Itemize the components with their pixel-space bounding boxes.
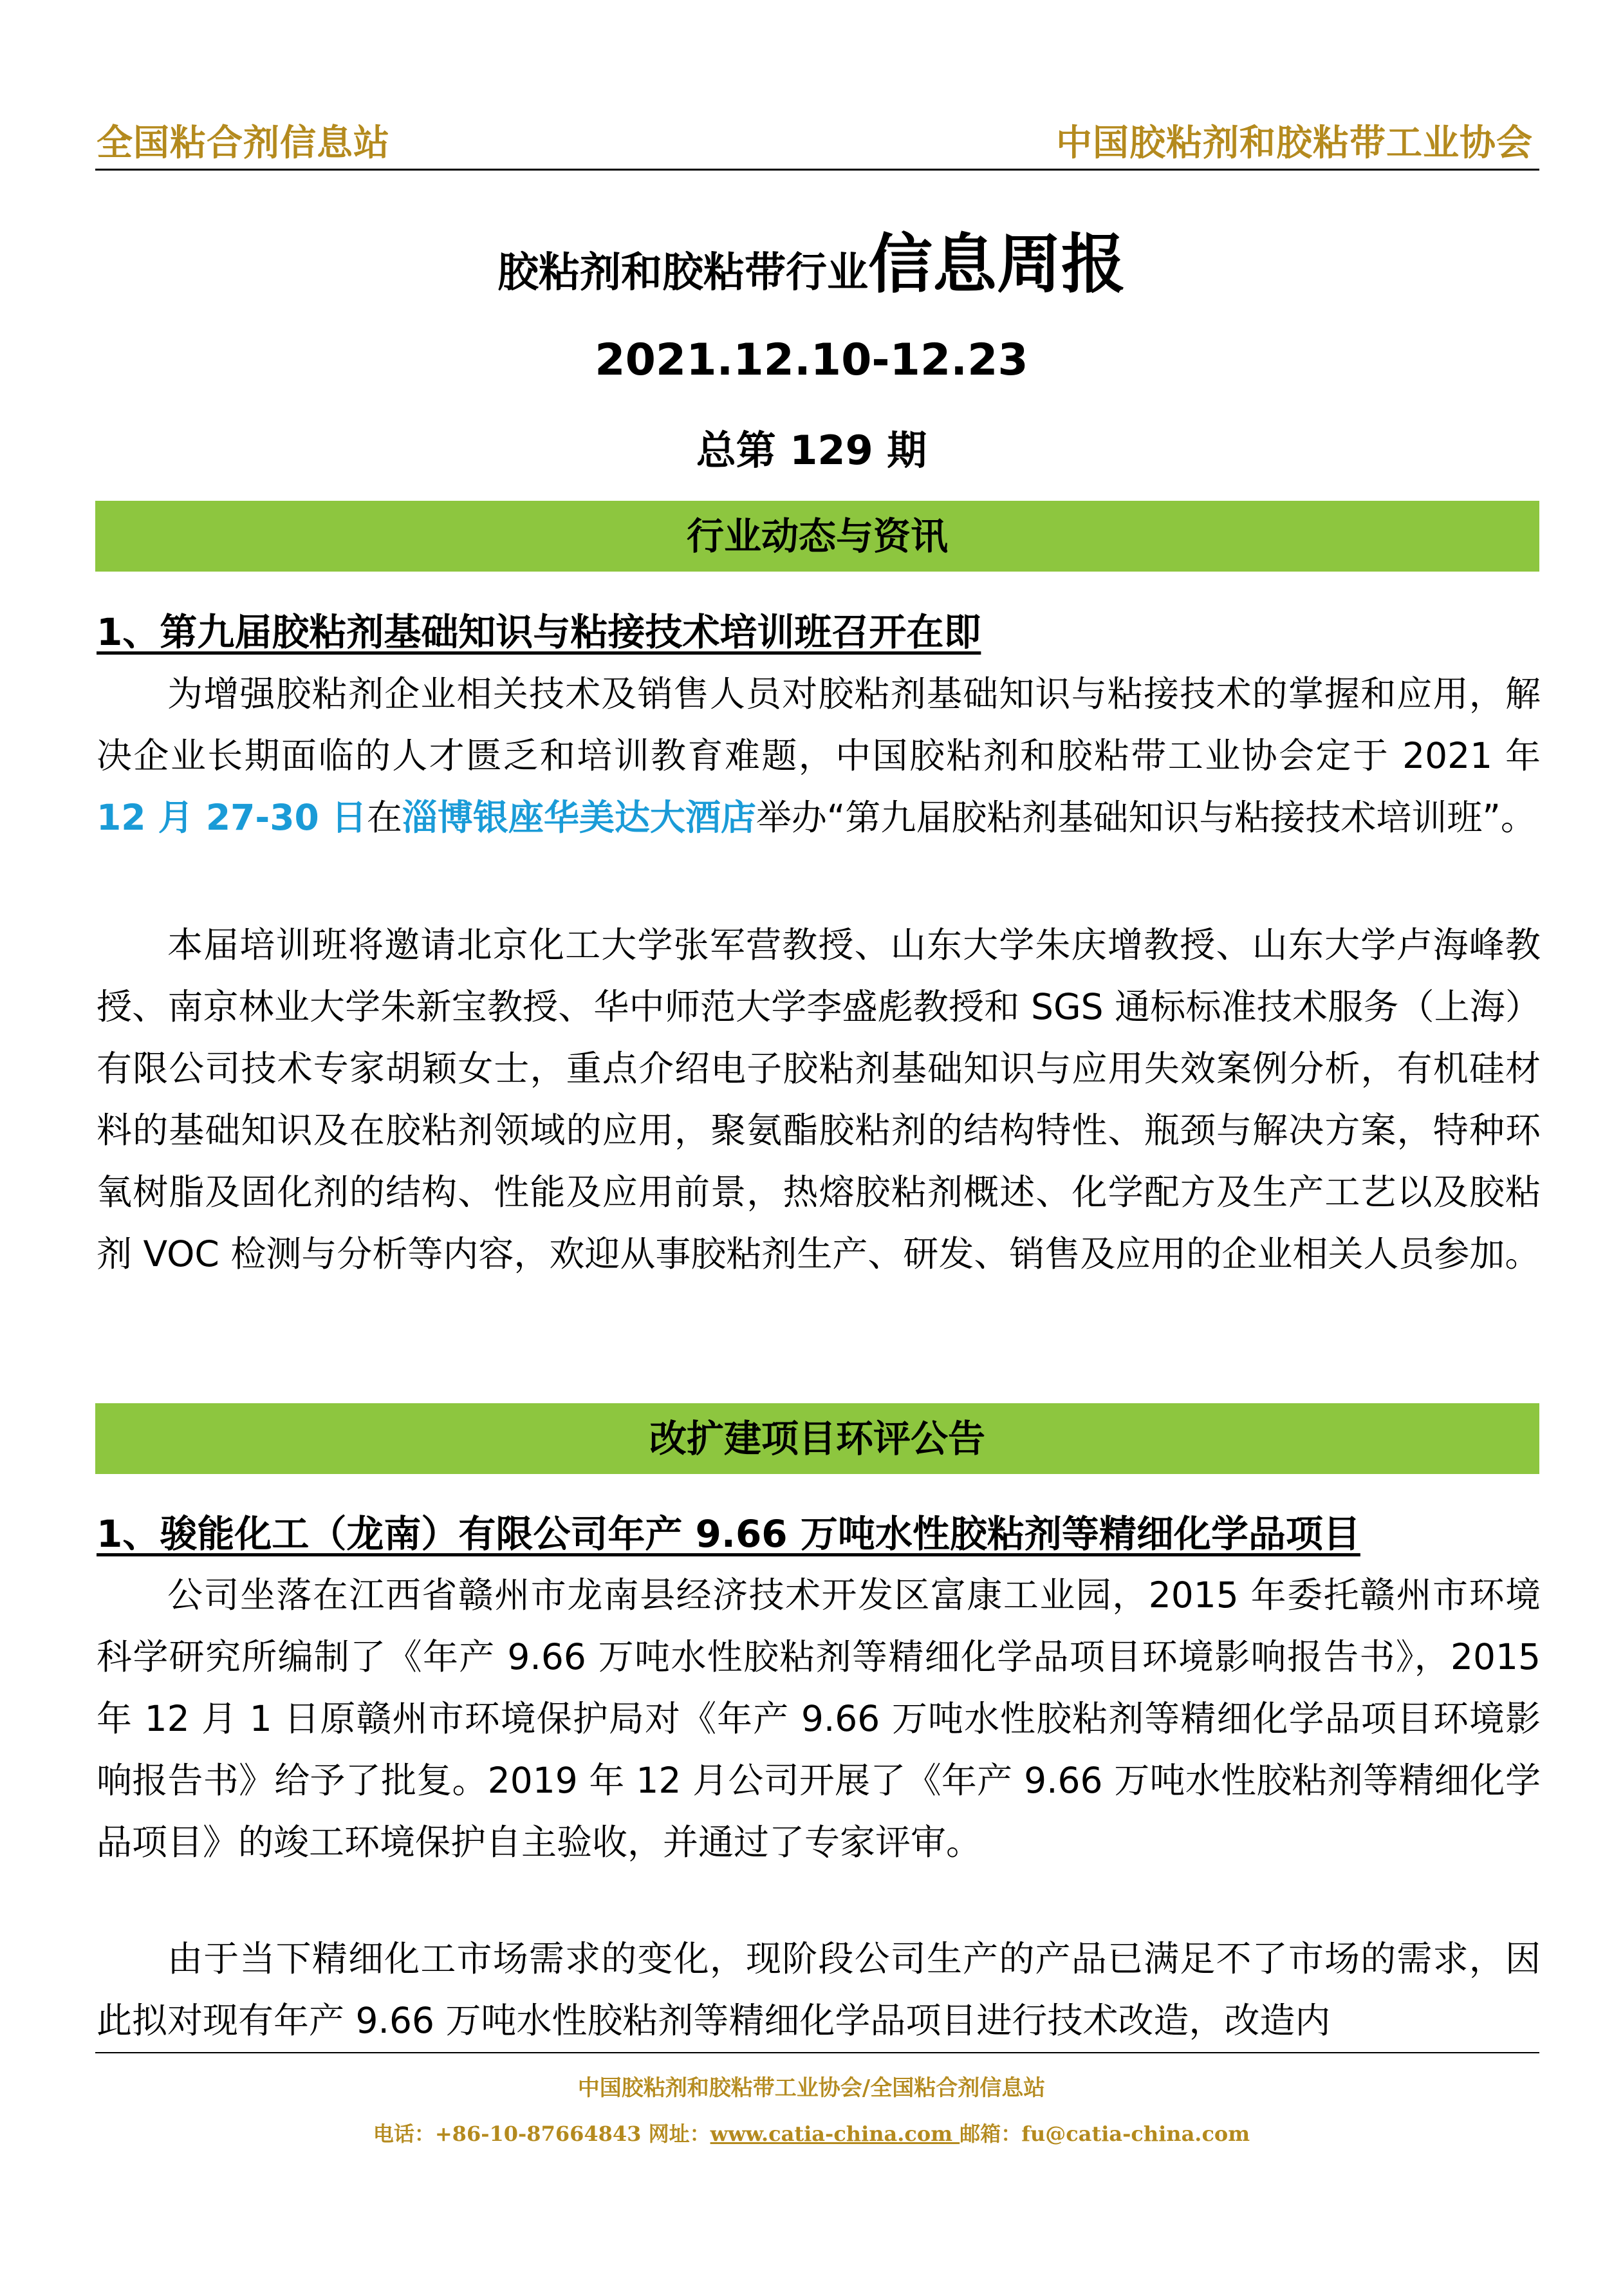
section-band-industry-news: 行业动态与资讯 bbox=[95, 501, 1539, 572]
highlight-date: 12 月 27-30 日 bbox=[97, 797, 367, 838]
paragraph-text: 公司坐落在江西省赣州市龙南县经济技术开发区富康工业园，2015 年委托赣州市环境科学研究所编制了《年产 9.66 万吨水性胶粘剂等精细化学品项目环境影响报告书》，2015 年 12 月 1 日原赣州市环境保护局对《年产 9.66 万吨水性胶粘剂等精细化学品项目环境影响报告书》给予了批复。2019 年 12 月公司开展了《年产 9.66 万吨水性胶粘剂等精细化学品项目》的竣工环境保护自主验收，并通过了专家评审。 bbox=[97, 1574, 1541, 1863]
footer-phone: 电话：+86-10-87664843 网址： bbox=[373, 2122, 710, 2146]
article-paragraph bbox=[97, 1928, 1541, 2051]
title-main: 信息周报 bbox=[868, 227, 1126, 302]
paragraph-text: 举办“第九届胶粘剂基础知识与粘接技术培训班”。 bbox=[756, 797, 1536, 838]
article-paragraph bbox=[97, 914, 1541, 1285]
header-left-title: 全国粘合剂信息站 bbox=[97, 122, 390, 164]
highlight-venue: 淄博银座华美达大酒店 bbox=[402, 797, 756, 838]
footer-contact bbox=[0, 2118, 1623, 2147]
paragraph-text: 为增强胶粘剂企业相关技术及销售人员对胶粘剂基础知识与粘接技术的掌握和应用，解决企业长期面临的人才匮乏和培训教育难题，中国胶粘剂和胶粘带工业协会定于 2021 年 bbox=[97, 673, 1541, 776]
footer-email: 邮箱：fu@catia-china.com bbox=[960, 2122, 1250, 2146]
article-paragraph bbox=[97, 1564, 1541, 1873]
footer-divider bbox=[95, 2052, 1539, 2053]
header-divider bbox=[95, 169, 1539, 171]
article-paragraph bbox=[97, 663, 1541, 848]
article-heading-project: 1、骏能化工（龙南）有限公司年产 9.66 万吨水性胶粘剂等精细化学品项目 bbox=[97, 1512, 1360, 1556]
footer-website-link[interactable]: www.catia-china.com bbox=[710, 2122, 960, 2146]
issue-number: 总第 129 期 bbox=[696, 427, 927, 474]
article-heading-training: 1、第九届胶粘剂基础知识与粘接技术培训班召开在即 bbox=[97, 610, 981, 654]
paragraph-text: 在 bbox=[366, 797, 402, 838]
paragraph-text: 由于当下精细化工市场需求的变化，现阶段公司生产的产品已满足不了市场的需求，因此拟对现有年产 9.66 万吨水性胶粘剂等精细化学品项目进行技术改造，改造内 bbox=[97, 1938, 1541, 2041]
date-range: 2021.12.10-12.23 bbox=[595, 335, 1028, 386]
section-band-environmental-notice: 改扩建项目环评公告 bbox=[95, 1403, 1539, 1474]
header-right-title: 中国胶粘剂和胶粘带工业协会 bbox=[1056, 122, 1533, 164]
page-title bbox=[0, 212, 1623, 305]
footer-organization: 中国胶粘剂和胶粘带工业协会/全国粘合剂信息站 bbox=[577, 2075, 1046, 2101]
title-prefix: 胶粘剂和胶粘带行业 bbox=[497, 249, 868, 297]
paragraph-text: 本届培训班将邀请北京化工大学张军营教授、山东大学朱庆增教授、山东大学卢海峰教授、南京林业大学朱新宝教授、华中师范大学李盛彪教授和 SGS 通标标准技术服务（上海）有限公司技术专家胡颖女士，重点介绍电子胶粘剂基础知识与应用失效案例分析，有机硅材料的基础知识及在胶粘剂领域的应用，聚氨酯胶粘剂的结构特性、瓶颈与解决方案，特种环氧树脂及固化剂的结构、性能及应用前景，热熔胶粘剂概述、化学配方及生产工艺以及胶粘剂 VOC 检测与分析等内容，欢迎从事胶粘剂生产、研发、销售及应用的企业相关人员参加。 bbox=[97, 924, 1541, 1274]
